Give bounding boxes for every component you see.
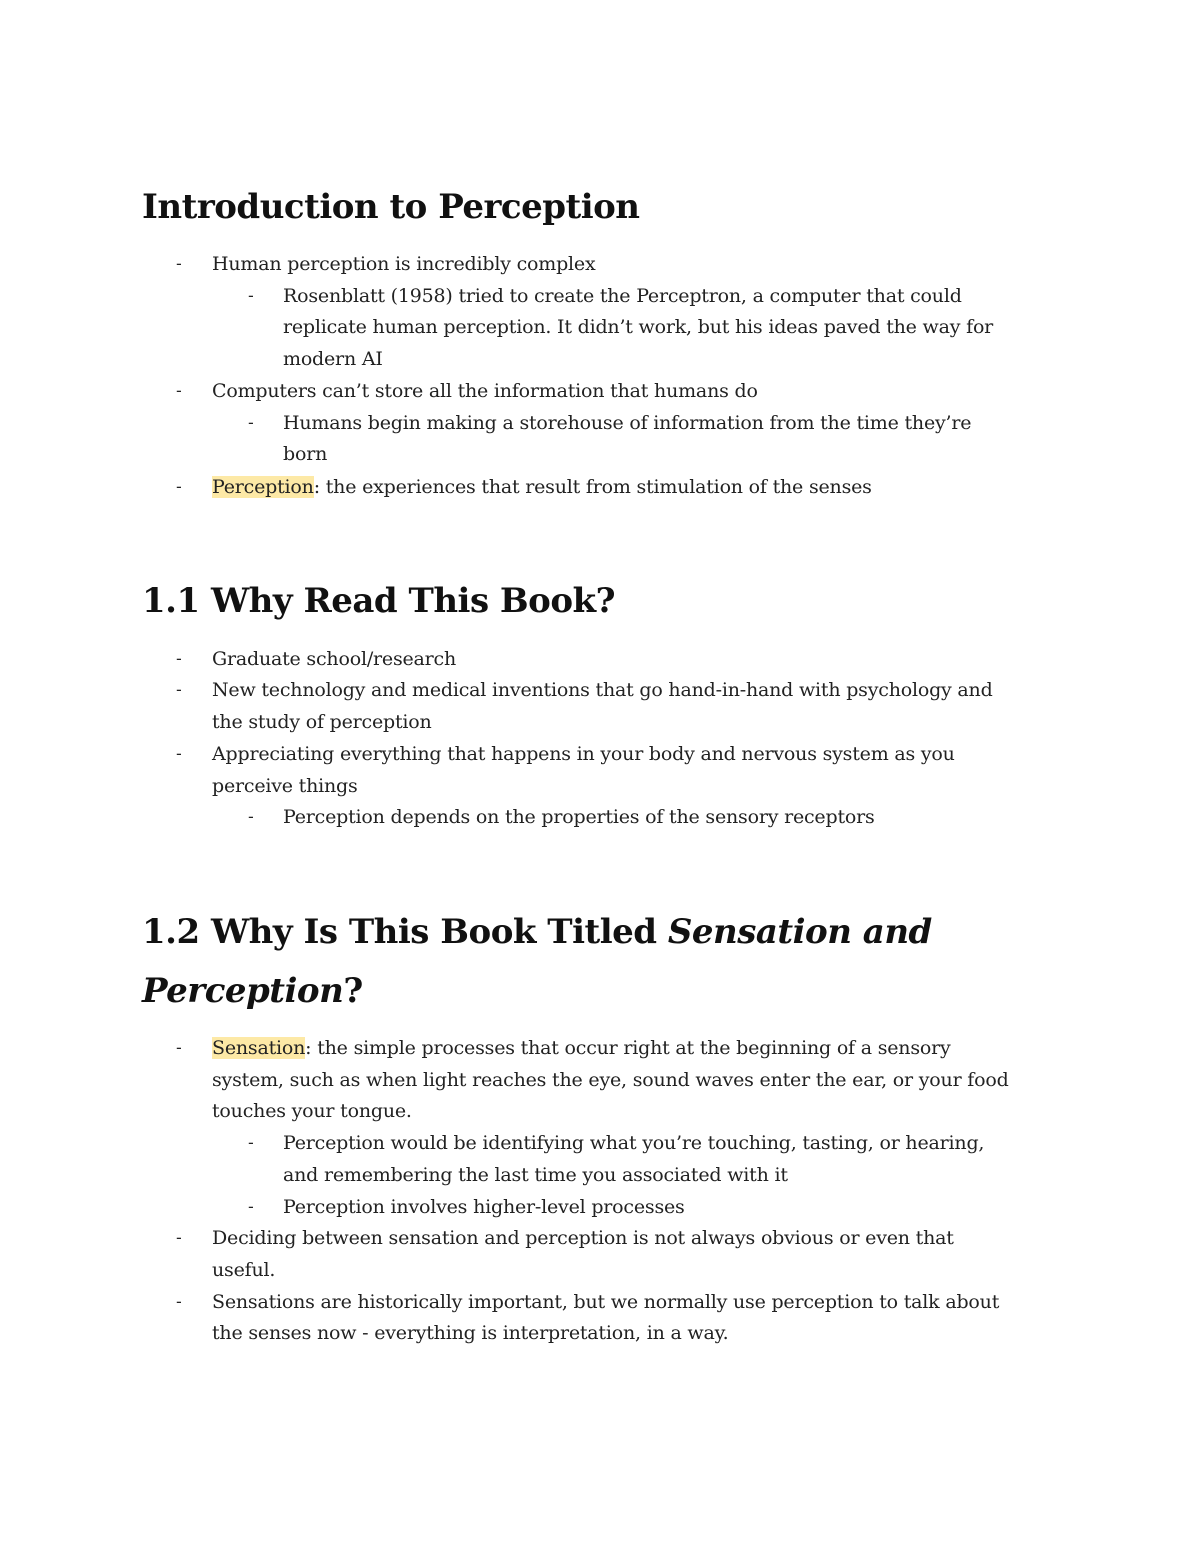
bullet-dash: - [248, 1197, 254, 1216]
highlighted-term-sensation: Sensation [212, 1037, 306, 1059]
intro-bullet-1: Human perception is incredibly complex [212, 253, 596, 275]
intro-sub-bullet-2-line-2: born [283, 443, 328, 465]
bullet-dash: - [176, 381, 182, 400]
why-read-bullet-2-line-1: New technology and medical inventions that go hand-in-hand with psychology and [212, 679, 993, 701]
titled-bullet-2-line-1: Deciding between sensation and perception is not always obvious or even that [212, 1227, 954, 1249]
why-read-sub-bullet-1: Perception depends on the properties of the sensory receptors [283, 806, 875, 828]
titled-bullet-1-line-1 [212, 1032, 951, 1064]
why-read-bullet-3-line-2: perceive things [212, 775, 358, 797]
definition-text: : the simple processes that occur right at the beginning of a sensory [305, 1037, 951, 1059]
bullet-dash: - [176, 1292, 182, 1311]
bullet-dash: - [176, 1038, 182, 1057]
bullet-dash: - [176, 744, 182, 763]
heading-why-titled-line-1 [142, 903, 932, 961]
titled-sub-bullet-1-line-1: Perception would be identifying what you’re touching, tasting, or hearing, [283, 1132, 985, 1154]
bullet-dash: - [176, 254, 182, 273]
titled-sub-bullet-1-line-2: and remembering the last time you associated with it [283, 1164, 788, 1186]
titled-bullet-3-line-2: the senses now - everything is interpretation, in a way. [212, 1322, 729, 1344]
intro-sub-bullet-1-line-2: replicate human perception. It didn’t work, but his ideas paved the way for [283, 316, 994, 338]
titled-bullet-3-line-1: Sensations are historically important, but we normally use perception to talk about [212, 1291, 1000, 1313]
titled-sub-bullet-2: Perception involves higher-level processes [283, 1196, 685, 1218]
heading-text: ? [343, 971, 363, 1011]
bullet-dash: - [248, 286, 254, 305]
heading-why-read: 1.1 Why Read This Book? [142, 581, 615, 621]
bullet-dash: - [176, 680, 182, 699]
titled-bullet-1-line-2: system, such as when light reaches the eye, sound waves enter the ear, or your food [212, 1069, 1009, 1091]
heading-italic-text: Perception [142, 971, 344, 1011]
intro-sub-bullet-2-line-1: Humans begin making a storehouse of information from the time they’re [283, 412, 972, 434]
bullet-dash: - [176, 477, 182, 496]
highlighted-term-perception: Perception [212, 476, 314, 498]
intro-sub-bullet-1-line-1: Rosenblatt (1958) tried to create the Perceptron, a computer that could [283, 285, 962, 307]
bullet-dash: - [248, 1133, 254, 1152]
bullet-dash: - [176, 1228, 182, 1247]
heading-italic-text: Sensation and [667, 912, 932, 952]
intro-sub-bullet-1-line-3: modern AI [283, 348, 383, 370]
definition-text: : the experiences that result from stimulation of the senses [313, 476, 872, 498]
why-read-bullet-3-line-1: Appreciating everything that happens in your body and nervous system as you [212, 743, 955, 765]
intro-bullet-3 [212, 471, 872, 503]
intro-bullet-2: Computers can’t store all the information that humans do [212, 380, 758, 402]
heading-text: 1.2 Why Is This Book Titled [142, 912, 668, 952]
why-read-bullet-1: Graduate school/research [212, 648, 457, 670]
titled-bullet-2-line-2: useful. [212, 1259, 276, 1281]
why-read-bullet-2-line-2: the study of perception [212, 711, 432, 733]
bullet-dash: - [248, 413, 254, 432]
bullet-dash: - [176, 649, 182, 668]
heading-introduction: Introduction to Perception [142, 187, 640, 227]
bullet-dash: - [248, 807, 254, 826]
heading-why-titled-line-2 [142, 962, 363, 1020]
titled-bullet-1-line-3: touches your tongue. [212, 1100, 412, 1122]
